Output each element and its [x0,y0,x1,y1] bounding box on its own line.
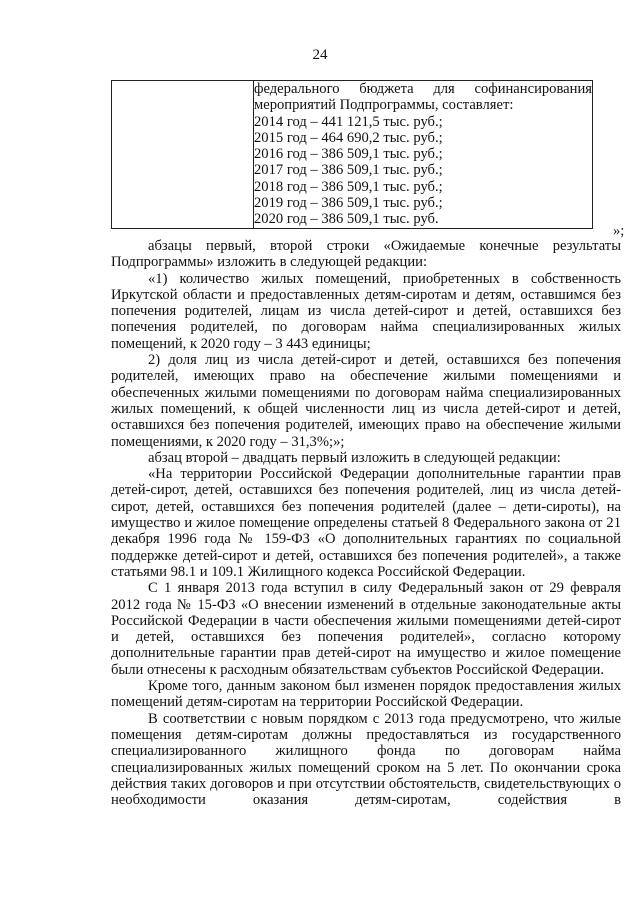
paragraph: «1) количество жилых помещений, приобретенных в собственность Иркутской области и предоставленных детям-сиротам и детям, оставшимся без попечения родителей, лицам из числа детей-сирот и детей, оставшихся без попечения родителей, по договорам найма специализированных жилых помещений, к 2020 году – 3 443 единицы; [111,270,621,352]
table-intro-line: федерального бюджета для софинансирования [254,81,592,97]
year-amount-line: 2020 год – 386 509,1 тыс. руб. [254,211,439,228]
year-amount-line: 2015 год – 464 690,2 тыс. руб.; [254,129,443,146]
paragraph: абзацы первый, второй строки «Ожидаемые конечные результаты Подпрограммы» изложить в следующей редакции: [111,238,621,271]
table-intro-line: мероприятий Подпрограммы, составляет: [254,97,514,114]
year-amount-line: 2017 год – 386 509,1 тыс. руб.; [254,162,443,179]
paragraph: Кроме того, данным законом был изменен порядок предоставления жилых помещений детям-сиротам на территории Российской Федерации. [111,678,621,711]
year-amount-line: 2016 год – 386 509,1 тыс. руб.; [254,146,443,163]
year-list [254,114,592,228]
table-left-cell [112,81,254,229]
table-row [112,81,593,229]
paragraph: абзац второй – двадцать первый изложить в следующей редакции: [148,449,561,466]
paragraph: 2) доля лиц из числа детей-сирот и детей, оставшихся без попечения родителей, имеющих право на обеспечение жилыми помещениями и обеспеченных жилыми помещениями по договорам найма специализированных жилых помещений, к общей численности лиц из числа детей-сирот и детей, оставшихся без попечения родителей, имеющих право на обеспечение жилыми помещениями, к 2020 году – 31,3%;»; [111,352,621,450]
table-right-cell [254,81,593,229]
funding-table [111,80,593,229]
document-body [111,238,621,808]
page-number: 24 [312,47,328,63]
year-amount-line: 2018 год – 386 509,1 тыс. руб.; [254,178,443,195]
year-amount-line: 2019 год – 386 509,1 тыс. руб.; [254,195,443,212]
year-amount-line: 2014 год – 441 121,5 тыс. руб.; [254,113,443,130]
closing-quote-mark: »; [613,223,625,239]
paragraph: В соответствии с новым порядком с 2013 года предусмотрено, что жилые помещения детям-сиротам должны предоставляться из государственного специализированного жилищного фонда по договорам найма специализированных жилых помещений сроком на 5 лет. По окончании срока действия таких договоров и при отсутствии обстоятельств, свидетельствующих о необходимости оказания детям-сиротам, содействия в [111,710,621,809]
paragraph: «На территории Российской Федерации дополнительные гарантии прав детей-сирот, детей, оставшихся без попечения родителей, лиц из числа детей-сирот, детей, оставшихся без попечения родителей (далее – дети-сироты), на имущество и жилое помещение определены статьей 8 Федерального закона от 21 декабря 1996 года № 159-ФЗ «О дополнительных гарантиях по социальной поддержке детей-сирот и детей, оставшихся без попечения родителей», а также статьями 98.1 и 109.1 Жилищного кодекса Российской Федерации. [111,466,621,580]
paragraph: С 1 января 2013 года вступил в силу Федеральный закон от 29 февраля 2012 года № 15-ФЗ «О внесении изменений в отдельные законодательные акты Российской Федерации в части обеспечения жилыми помещениями детей-сирот и детей, оставшихся без попечения родителей», согласно которому дополнительные гарантии прав детей-сирот на имущество и жилое помещение были отнесены к расходным обязательствам субъектов Российской Федерации. [111,580,621,678]
